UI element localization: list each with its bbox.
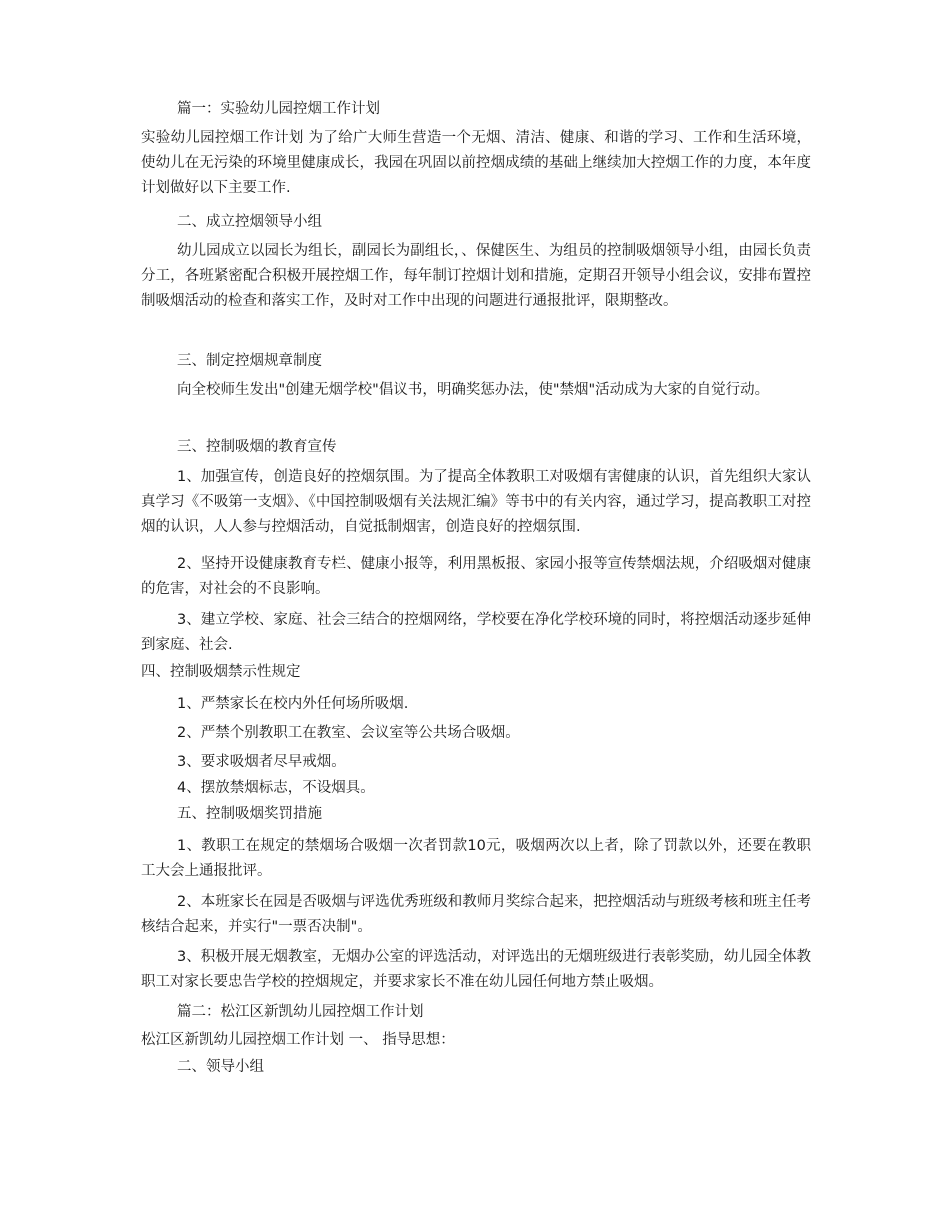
paragraph-leadership: 幼儿园成立以园长为组长，副园长为副组长，、保健医生、为组员的控制吸烟领导小组，由园长负责分工，各班紧密配合积极开展控烟工作，每年制订控烟计划和措施，定期召开领导小组会议，安排布置控制吸烟活动的检查和落实工作，及时对工作中出现的问题进行通报批评，限期整改。 bbox=[141, 243, 811, 309]
paragraph-rules: 向全校师生发出"创建无烟学校"倡议书，明确奖惩办法，使"禁烟"活动成为大家的自觉行动。 bbox=[177, 382, 770, 398]
heading-rewards: 五、控制吸烟奖罚措施 bbox=[177, 806, 322, 822]
prohibition-item-1: 1、严禁家长在校内外任何场所吸烟. bbox=[177, 696, 409, 712]
section-title-part-two: 篇二：松江区新凯幼儿园控烟工作计划 bbox=[177, 1004, 424, 1020]
paragraph-education-2: 2、坚持开设健康教育专栏、健康小报等，利用黑板报、家园小报等宣传禁烟法规，介绍吸烟对健康的危害，对社会的不良影响。 bbox=[141, 556, 811, 597]
prohibition-item-4: 4、摆放禁烟标志，不设烟具。 bbox=[177, 780, 375, 796]
heading-education: 三、控制吸烟的教育宣传 bbox=[177, 439, 337, 455]
heading-rules: 三、制定控烟规章制度 bbox=[177, 353, 322, 369]
part-two-intro: 松江区新凯幼儿园控烟工作计划 一、 指导思想： bbox=[141, 1032, 455, 1048]
prohibition-item-3: 3、要求吸烟者尽早戒烟。 bbox=[177, 754, 346, 770]
heading-leadership-group: 二、成立控烟领导小组 bbox=[177, 214, 322, 230]
paragraph-education-1: 1、加强宣传，创造良好的控烟氛围。为了提高全体教职工对吸烟有害健康的认识，首先组织大家认真学习《不吸第一支烟》、《中国控制吸烟有关法规汇编》等书中的有关内容，通过学习，提高教职工对控烟的认识，人人参与控烟活动，自觉抵制烟害，创造良好的控烟氛围. bbox=[141, 469, 811, 535]
reward-item-1: 1、教职工在规定的禁烟场合吸烟一次者罚款10元，吸烟两次以上者，除了罚款以外，还要在教职工大会上通报批评。 bbox=[141, 838, 811, 879]
heading-prohibitions: 四、控制吸烟禁示性规定 bbox=[141, 664, 301, 680]
intro-paragraph: 实验幼儿园控烟工作计划 为了给广大师生营造一个无烟、清洁、健康、和谐的学习、工作和生活环境，使幼儿在无污染的环境里健康成长，我园在巩固以前控烟成绩的基础上继续加大控烟工作的力度，本年度计划做好以下主要工作. bbox=[141, 130, 811, 196]
section-title-part-one: 篇一：实验幼儿园控烟工作计划 bbox=[177, 101, 380, 117]
paragraph-education-3: 3、建立学校、家庭、社会三结合的控烟网络，学校要在净化学校环境的同时，将控烟活动逐步延伸到家庭、社会. bbox=[141, 612, 811, 653]
reward-item-2: 2、本班家长在园是否吸烟与评选优秀班级和教师月奖综合起来，把控烟活动与班级考核和班主任考核结合起来，并实行"一票否决制"。 bbox=[141, 894, 811, 935]
reward-item-3: 3、积极开展无烟教室，无烟办公室的评选活动，对评选出的无烟班级进行表彰奖励，幼儿园全体教职工对家长要忠告学校的控烟规定，并要求家长不准在幼儿园任何地方禁止吸烟。 bbox=[141, 949, 811, 990]
heading-part-two-leadership: 二、领导小组 bbox=[177, 1059, 264, 1075]
prohibition-item-2: 2、严禁个别教职工在教室、会议室等公共场合吸烟。 bbox=[177, 725, 520, 741]
